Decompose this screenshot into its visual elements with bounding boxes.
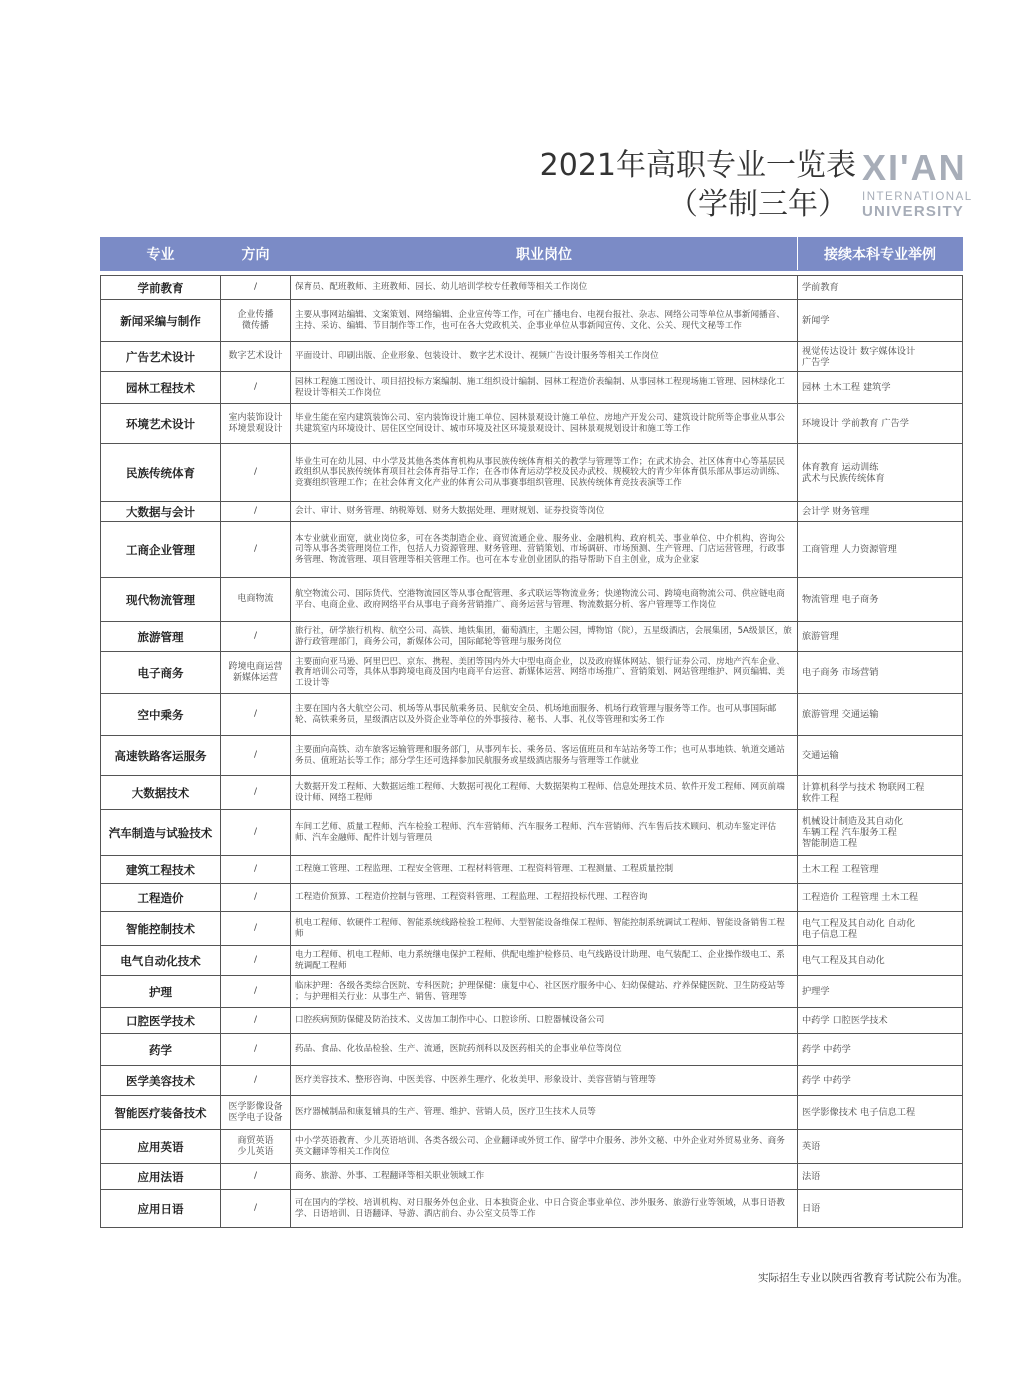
major-cell: 汽车制造与试验技术 bbox=[101, 810, 221, 856]
major-cell: 护理 bbox=[101, 976, 221, 1008]
table-row bbox=[101, 578, 963, 622]
major-cell: 广告艺术设计 bbox=[101, 342, 221, 372]
job-cell: 机电工程师、软硬件工程师、智能系统线路检验工程师、大型智能设备维保工程师、智能控制系统调试工程师、智能设备销售工程师 bbox=[291, 912, 798, 946]
major-cell: 大数据与会计 bbox=[101, 502, 221, 522]
bachelor-cell: 中药学 口腔医学技术 bbox=[798, 1008, 963, 1034]
job-cell: 航空物流公司、国际货代、空港物流园区等从事仓配管理、多式联运等物流业务；快递物流公司、跨境电商物流公司、供应链电商平台、电商企业、政府网络平台从事电子商务营销推广、商务运营与管理、物流数据分析、客户管理等工作岗位 bbox=[291, 578, 798, 622]
major-cell: 大数据技术 bbox=[101, 776, 221, 810]
table-row bbox=[101, 1190, 963, 1228]
major-cell: 智能医疗装备技术 bbox=[101, 1096, 221, 1130]
table-row bbox=[101, 1008, 963, 1034]
bachelor-cell: 药学 中药学 bbox=[798, 1034, 963, 1066]
table-row bbox=[101, 884, 963, 912]
bachelor-cell: 旅游管理 bbox=[798, 622, 963, 652]
job-cell: 主要面向亚马逊、阿里巴巴、京东、携程、美团等国内外大中型电商企业，以及政府媒体网站、银行证券公司、房地产汽车企业、教育培训公司等，具体从事跨境电商及国内电商平台运营、新媒体运营、网络市场推广、营销策划、网站管理维护、网页编辑、美工设计等 bbox=[291, 652, 798, 694]
major-cell: 应用日语 bbox=[101, 1190, 221, 1228]
table-row bbox=[101, 372, 963, 404]
direction-cell: / bbox=[221, 736, 291, 776]
table-header bbox=[101, 238, 963, 271]
direction-cell: 数字艺术设计 bbox=[221, 342, 291, 372]
table-row bbox=[101, 522, 963, 578]
university-logo bbox=[862, 147, 973, 220]
page-header bbox=[0, 146, 1024, 226]
table-row bbox=[101, 736, 963, 776]
job-cell: 主要在国内各大航空公司、机场等从事民航乘务员、民航安全员、机场地面服务、机场行政管理与服务等工作。也可从事国际邮轮、高铁乘务员，星级酒店以及外资企业等单位的外事接待、秘书、人事、礼仪等管理和实务工作 bbox=[291, 694, 798, 736]
major-cell: 口腔医学技术 bbox=[101, 1008, 221, 1034]
table-row bbox=[101, 652, 963, 694]
major-cell: 药学 bbox=[101, 1034, 221, 1066]
major-cell: 空中乘务 bbox=[101, 694, 221, 736]
bachelor-cell: 物流管理 电子商务 bbox=[798, 578, 963, 622]
bachelor-cell: 旅游管理 交通运输 bbox=[798, 694, 963, 736]
bachelor-cell: 机械设计制造及其自动化 车辆工程 汽车服务工程 智能制造工程 bbox=[798, 810, 963, 856]
major-cell: 应用英语 bbox=[101, 1130, 221, 1164]
direction-cell: 企业传播 微传播 bbox=[221, 300, 291, 342]
direction-cell: / bbox=[221, 444, 291, 502]
direction-cell: 跨境电商运营 新媒体运营 bbox=[221, 652, 291, 694]
job-cell: 商务、旅游、外事、工程翻译等相关职业领域工作 bbox=[291, 1164, 798, 1190]
table-row bbox=[101, 776, 963, 810]
job-cell: 可在国内的学校、培训机构、对日服务外包企业、日本独资企业、中日合资企事业单位、涉外服务、旅游行业等领域，从事日语教学、日语培训、日语翻译、导游、酒店前台、办公室文员等工作 bbox=[291, 1190, 798, 1228]
direction-cell: / bbox=[221, 372, 291, 404]
major-cell: 高速铁路客运服务 bbox=[101, 736, 221, 776]
job-cell: 药品、食品、化妆品检验、生产、流通，医院药剂科以及医药相关的企事业单位等岗位 bbox=[291, 1034, 798, 1066]
direction-cell: / bbox=[221, 856, 291, 884]
job-cell: 旅行社，研学旅行机构、航空公司、高铁、地铁集团，葡萄酒庄，主题公园，博物馆（院），五星级酒店，会展集团，5A级景区，旅游行政管理部门，商务公司，新媒体公司，国际邮轮等管理与服务岗位 bbox=[291, 622, 798, 652]
job-cell: 本专业就业面宽，就业岗位多，可在各类制造企业、商贸流通企业、服务业、金融机构、政府机关、事业单位、中介机构、咨询公司等从事各类管理岗位工作，包括人力资源管理、财务管理、营销策划、市场调研、市场预测、生产管理、门店运营管理，行政事务管理、物流管理、项目管理等相关管理工作。也可在本专业创业团队的指导帮助下自主创业，成为企业家 bbox=[291, 522, 798, 578]
job-cell: 园林工程施工图设计、项目招投标方案编制、施工组织设计编制、园林工程造价表编制、从事园林工程现场施工管理、园林绿化工程设计等相关工作岗位 bbox=[291, 372, 798, 404]
direction-cell: 电商物流 bbox=[221, 578, 291, 622]
job-cell: 电力工程师、机电工程师、电力系统继电保护工程师、供配电维护检修员、电气线路设计助理、电气装配工、企业操作级电工、系统调配工程师 bbox=[291, 946, 798, 976]
job-cell: 口腔疾病预防保健及防治技术、义齿加工制作中心、口腔诊所、口腔器械设备公司 bbox=[291, 1008, 798, 1034]
bachelor-cell: 电气工程及其自动化 bbox=[798, 946, 963, 976]
bachelor-cell: 电气工程及其自动化 自动化 电子信息工程 bbox=[798, 912, 963, 946]
job-cell: 临床护理：各级各类综合医院、专科医院；护理保健：康复中心、社区医疗服务中心、妇幼保健站、疗养保健医院、卫生防疫站等 ；与护理相关行业：从事生产、销售、管理等 bbox=[291, 976, 798, 1008]
page-title: 2021年高职专业一览表 bbox=[539, 148, 856, 183]
major-cell: 园林工程技术 bbox=[101, 372, 221, 404]
major-cell: 旅游管理 bbox=[101, 622, 221, 652]
major-cell: 电子商务 bbox=[101, 652, 221, 694]
job-cell: 中小学英语教育、少儿英语培训、各类各级公司、企业翻译或外贸工作、留学中介服务、涉外文秘、中外企业对外贸易业务、商务英文翻译等相关工作岗位 bbox=[291, 1130, 798, 1164]
direction-cell: / bbox=[221, 694, 291, 736]
table-row bbox=[101, 1034, 963, 1066]
job-cell: 毕业生可在幼儿园、中小学及其他各类体育机构从事民族传统体育相关的教学与管理等工作；在武术协会、社区体育中心等基层民政组织从事民族传统体育项目社会体育指导工作；在各市体育运动学校及民办武校、规模较大的青少年体育俱乐部从事运动训练、竞赛组织管理工作；在社会体育文化产业的体育公司从事赛事组织管理、民族传统体育竞技表演等工作 bbox=[291, 444, 798, 502]
header-direction: 方向 bbox=[221, 238, 291, 271]
job-cell: 会计、审计、财务管理、纳税筹划、财务大数据处理、理财规划、证券投资等岗位 bbox=[291, 502, 798, 522]
table-row bbox=[101, 1096, 963, 1130]
bachelor-cell: 园林 土木工程 建筑学 bbox=[798, 372, 963, 404]
bachelor-cell: 学前教育 bbox=[798, 276, 963, 300]
table-body bbox=[101, 271, 963, 1228]
bachelor-cell: 工商管理 人力资源管理 bbox=[798, 522, 963, 578]
bachelor-cell: 药学 中药学 bbox=[798, 1066, 963, 1096]
major-cell: 医学美容技术 bbox=[101, 1066, 221, 1096]
direction-cell: / bbox=[221, 884, 291, 912]
direction-cell: / bbox=[221, 810, 291, 856]
table-row bbox=[101, 1164, 963, 1190]
direction-cell: 商贸英语 少儿英语 bbox=[221, 1130, 291, 1164]
job-cell: 工程施工管理、工程监理、工程安全管理、工程材料管理、工程资料管理、工程测量、工程质量控制 bbox=[291, 856, 798, 884]
major-cell: 工商企业管理 bbox=[101, 522, 221, 578]
table-row bbox=[101, 976, 963, 1008]
job-cell: 主要面向高铁、动车旅客运输管理和服务部门，从事列车长、乘务员、客运值班员和车站站务等工作；也可从事地铁、轨道交通站务员、值班站长等工作；部分学生还可选择参加民航服务或星级酒店服务与管理等工作就业 bbox=[291, 736, 798, 776]
table-row bbox=[101, 502, 963, 522]
table-row bbox=[101, 694, 963, 736]
direction-cell: / bbox=[221, 622, 291, 652]
job-cell: 工程造价预算、工程造价控制与管理、工程资料管理、工程监理、工程招投标代理、工程咨询 bbox=[291, 884, 798, 912]
page-subtitle: （学制三年） bbox=[668, 187, 848, 222]
majors-table bbox=[100, 237, 963, 1228]
bachelor-cell: 交通运输 bbox=[798, 736, 963, 776]
table-row bbox=[101, 276, 963, 300]
direction-cell: 医学影像设备 医学电子设备 bbox=[221, 1096, 291, 1130]
direction-cell: / bbox=[221, 976, 291, 1008]
job-cell: 医疗美容技术、整形咨询、中医美容、中医养生理疗、化妆美甲、形象设计、美容营销与管理等 bbox=[291, 1066, 798, 1096]
bachelor-cell: 视觉传达设计 数字媒体设计 广告学 bbox=[798, 342, 963, 372]
direction-cell: / bbox=[221, 502, 291, 522]
header-row bbox=[101, 238, 963, 271]
job-cell: 车间工艺师、质量工程师、汽车检验工程师、汽车营销师、汽车服务工程师、汽车营销师、汽车售后技术顾问、机动车鉴定评估师、汽车金融师、配件计划与管理员 bbox=[291, 810, 798, 856]
direction-cell: / bbox=[221, 1164, 291, 1190]
job-cell: 主要从事网站编辑、文案策划、网络编辑、企业宣传等工作，可在广播电台、电视台报社、杂志、网络公司等单位从事新闻播音、主持、采访、编辑、节目制作等工作，也可在各大党政机关、企事业单位从事新闻宣传、文化、公关、现代文秘等工作 bbox=[291, 300, 798, 342]
major-cell: 建筑工程技术 bbox=[101, 856, 221, 884]
direction-cell: / bbox=[221, 1034, 291, 1066]
job-cell: 平面设计、印刷出版、企业形象、包装设计、 数字艺术设计、视频广告设计服务等相关工作岗位 bbox=[291, 342, 798, 372]
direction-cell: / bbox=[221, 1066, 291, 1096]
table-row bbox=[101, 1130, 963, 1164]
bachelor-cell: 护理学 bbox=[798, 976, 963, 1008]
job-cell: 医疗器械制品和康复辅具的生产、管理、维护、营销人员，医疗卫生技术人员等 bbox=[291, 1096, 798, 1130]
bachelor-cell: 日语 bbox=[798, 1190, 963, 1228]
major-cell: 工程造价 bbox=[101, 884, 221, 912]
major-cell: 民族传统体育 bbox=[101, 444, 221, 502]
table-row bbox=[101, 300, 963, 342]
major-cell: 智能控制技术 bbox=[101, 912, 221, 946]
bachelor-cell: 体育教育 运动训练 武术与民族传统体育 bbox=[798, 444, 963, 502]
bachelor-cell: 新闻学 bbox=[798, 300, 963, 342]
bachelor-cell: 英语 bbox=[798, 1130, 963, 1164]
major-cell: 应用法语 bbox=[101, 1164, 221, 1190]
table-row bbox=[101, 622, 963, 652]
direction-cell: / bbox=[221, 1008, 291, 1034]
job-cell: 毕业生能在室内建筑装饰公司、室内装饰设计施工单位、园林景观设计施工单位、房地产开发公司、建筑设计院所等企事业从事公共建筑室内环境设计、居住区空间设计、城市环境及社区环境景观设计、园林景观规划设计和施工等工作 bbox=[291, 404, 798, 444]
table-row bbox=[101, 856, 963, 884]
table-row bbox=[101, 810, 963, 856]
direction-cell: / bbox=[221, 276, 291, 300]
bachelor-cell: 电子商务 市场营销 bbox=[798, 652, 963, 694]
direction-cell: / bbox=[221, 522, 291, 578]
direction-cell: / bbox=[221, 946, 291, 976]
footnote: 实际招生专业以陕西省教育考试院公布为准。 bbox=[758, 1272, 968, 1284]
direction-cell: / bbox=[221, 776, 291, 810]
direction-cell: 室内装饰设计 环境景观设计 bbox=[221, 404, 291, 444]
bachelor-cell: 医学影像技术 电子信息工程 bbox=[798, 1096, 963, 1130]
bachelor-cell: 环境设计 学前教育 广告学 bbox=[798, 404, 963, 444]
logo-main-text: XI'AN bbox=[862, 147, 967, 188]
direction-cell: / bbox=[221, 912, 291, 946]
title-block bbox=[540, 146, 856, 224]
bachelor-cell: 会计学 财务管理 bbox=[798, 502, 963, 522]
table-row bbox=[101, 912, 963, 946]
header-major: 专业 bbox=[101, 238, 221, 271]
logo-sub-text-2: UNIVERSITY bbox=[862, 203, 965, 220]
header-bachelor: 接续本科专业举例 bbox=[798, 238, 963, 271]
job-cell: 保育员、配班教师、主班教师、园长、幼儿培训学校专任教师等相关工作岗位 bbox=[291, 276, 798, 300]
logo-sub-text-1: INTERNATIONAL bbox=[862, 191, 973, 203]
table-row bbox=[101, 444, 963, 502]
bachelor-cell: 工程造价 工程管理 土木工程 bbox=[798, 884, 963, 912]
major-cell: 新闻采编与制作 bbox=[101, 300, 221, 342]
table-row bbox=[101, 342, 963, 372]
job-cell: 大数据开发工程师、大数据运维工程师、大数据可视化工程师、大数据架构工程师、信息处理技术员、软件开发工程师、网页前端设计师、网络工程师 bbox=[291, 776, 798, 810]
major-cell: 电气自动化技术 bbox=[101, 946, 221, 976]
major-cell: 现代物流管理 bbox=[101, 578, 221, 622]
major-cell: 环境艺术设计 bbox=[101, 404, 221, 444]
table-row bbox=[101, 1066, 963, 1096]
major-cell: 学前教育 bbox=[101, 276, 221, 300]
direction-cell: / bbox=[221, 1190, 291, 1228]
bachelor-cell: 土木工程 工程管理 bbox=[798, 856, 963, 884]
header-job: 职业岗位 bbox=[291, 238, 798, 271]
bachelor-cell: 计算机科学与技术 物联网工程 软件工程 bbox=[798, 776, 963, 810]
table-row bbox=[101, 404, 963, 444]
bachelor-cell: 法语 bbox=[798, 1164, 963, 1190]
table-row bbox=[101, 946, 963, 976]
